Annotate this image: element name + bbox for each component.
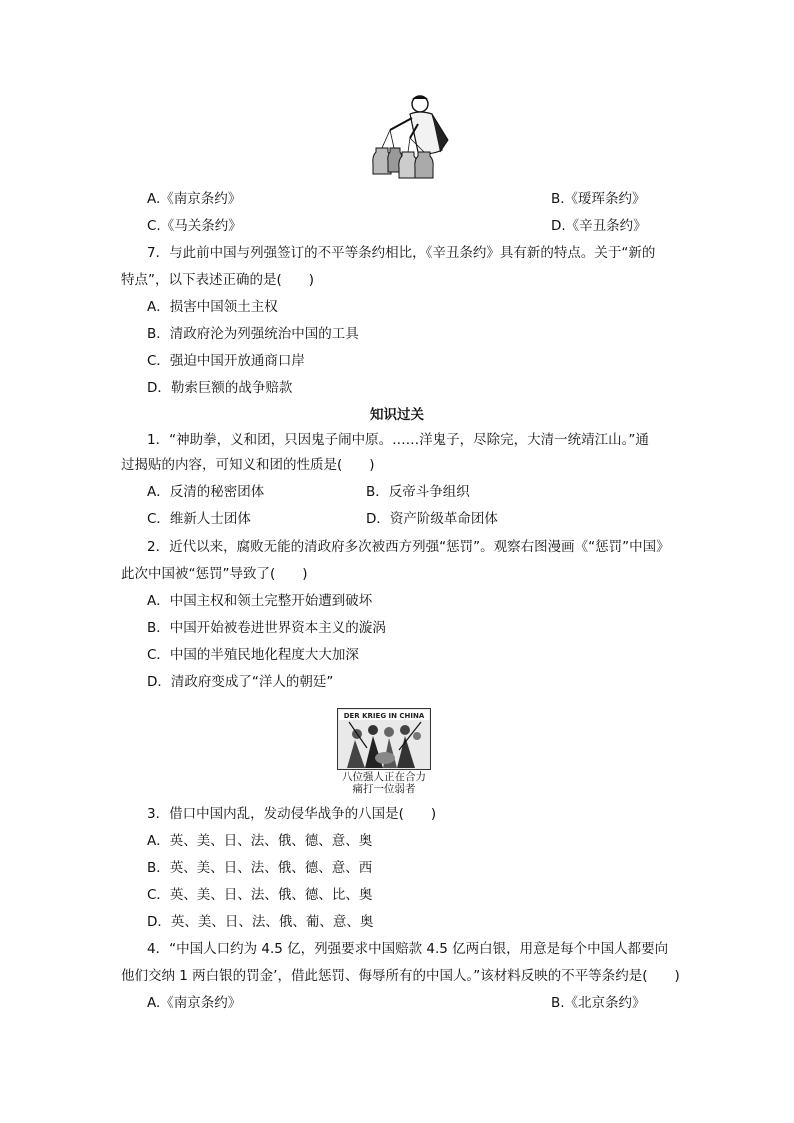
k1-option-c: C．维新人士团体: [147, 511, 251, 527]
cartoon-icon: [337, 708, 431, 770]
q7-option-d: D．勒索巨额的战争赔款: [147, 380, 293, 396]
k4-stem-line1: 4．“中国人口约为 4.5 亿，列强要求中国赔款 4.5 亿两白银，用意是每个中国人都要向: [147, 941, 669, 957]
k4-stem-line2: 他们交纳 1 两白银的罚金’，借此惩罚、侮辱所有的中国人。”该材料反映的不平等条约是( ): [121, 968, 680, 984]
k2-option-d: D．清政府变成了“洋人的朝廷”: [147, 674, 334, 690]
k3-option-b: B．英、美、日、法、俄、德、意、西: [147, 860, 373, 876]
k3-option-d: D．英、美、日、法、俄、葡、意、奥: [147, 914, 374, 930]
q6-option-d: D.《辛丑条约》: [551, 218, 647, 234]
k3-option-a: A．英、美、日、法、俄、德、意、奥: [147, 833, 373, 849]
k2-figure-banner: DER KRIEG IN CHINA: [343, 712, 425, 720]
q7-stem-line2: 特点”，以下表述正确的是( ): [121, 272, 315, 288]
k1-option-d: D．资产阶级革命团体: [366, 511, 498, 527]
k2-option-a: A．中国主权和领土完整开始遭到破坏: [147, 593, 373, 609]
q6-option-a: A.《南京条约》: [147, 191, 242, 207]
k2-figure-caption-line2: 痛打一位弱者: [352, 783, 416, 795]
q7-option-b: B．清政府沦为列强统治中国的工具: [147, 326, 359, 342]
k4-option-b: B.《北京条约》: [551, 995, 646, 1011]
k2-option-b: B．中国开始被卷进世界资本主义的漩涡: [147, 620, 386, 636]
q6-illustration: [360, 90, 460, 182]
k2-option-c: C．中国的半殖民地化程度大大加深: [147, 647, 359, 663]
man-with-jars-icon: [360, 90, 460, 182]
q7-option-a: A．损害中国领土主权: [147, 299, 278, 315]
k2-stem-line1: 2．近代以来，腐败无能的清政府多次被西方列强“惩罚”。观察右图漫画《“惩罚”中国》: [147, 539, 670, 555]
k2-figure-caption-line1: 八位强人正在合力: [342, 771, 426, 783]
q6-option-b: B.《瑷珲条约》: [551, 191, 646, 207]
k4-option-a: A.《南京条约》: [147, 995, 242, 1011]
k2-stem-line2: 此次中国被“惩罚”导致了( ): [121, 566, 308, 582]
k1-stem-line2: 过揭贴的内容，可知义和团的性质是( ): [121, 457, 375, 473]
k1-option-a: A．反清的秘密团体: [147, 484, 265, 500]
section-title: 知识过关: [370, 407, 424, 423]
k3-stem: 3．借口中国内乱，发动侵华战争的八国是( ): [147, 806, 437, 822]
k2-cartoon-figure: [337, 708, 431, 770]
k1-option-b: B．反帝斗争组织: [366, 484, 470, 500]
k1-stem-line1: 1．“神助拳，义和团，只因鬼子闹中原。……洋鬼子，尽除完，大清一统靖江山。”通: [147, 432, 649, 448]
q7-stem-line1: 7．与此前中国与列强签订的不平等条约相比，《辛丑条约》具有新的特点。关于“新的: [147, 245, 656, 261]
k3-option-c: C．英、美、日、法、俄、德、比、奥: [147, 887, 373, 903]
q7-option-c: C．强迫中国开放通商口岸: [147, 353, 305, 369]
q6-option-c: C.《马关条约》: [147, 218, 242, 234]
